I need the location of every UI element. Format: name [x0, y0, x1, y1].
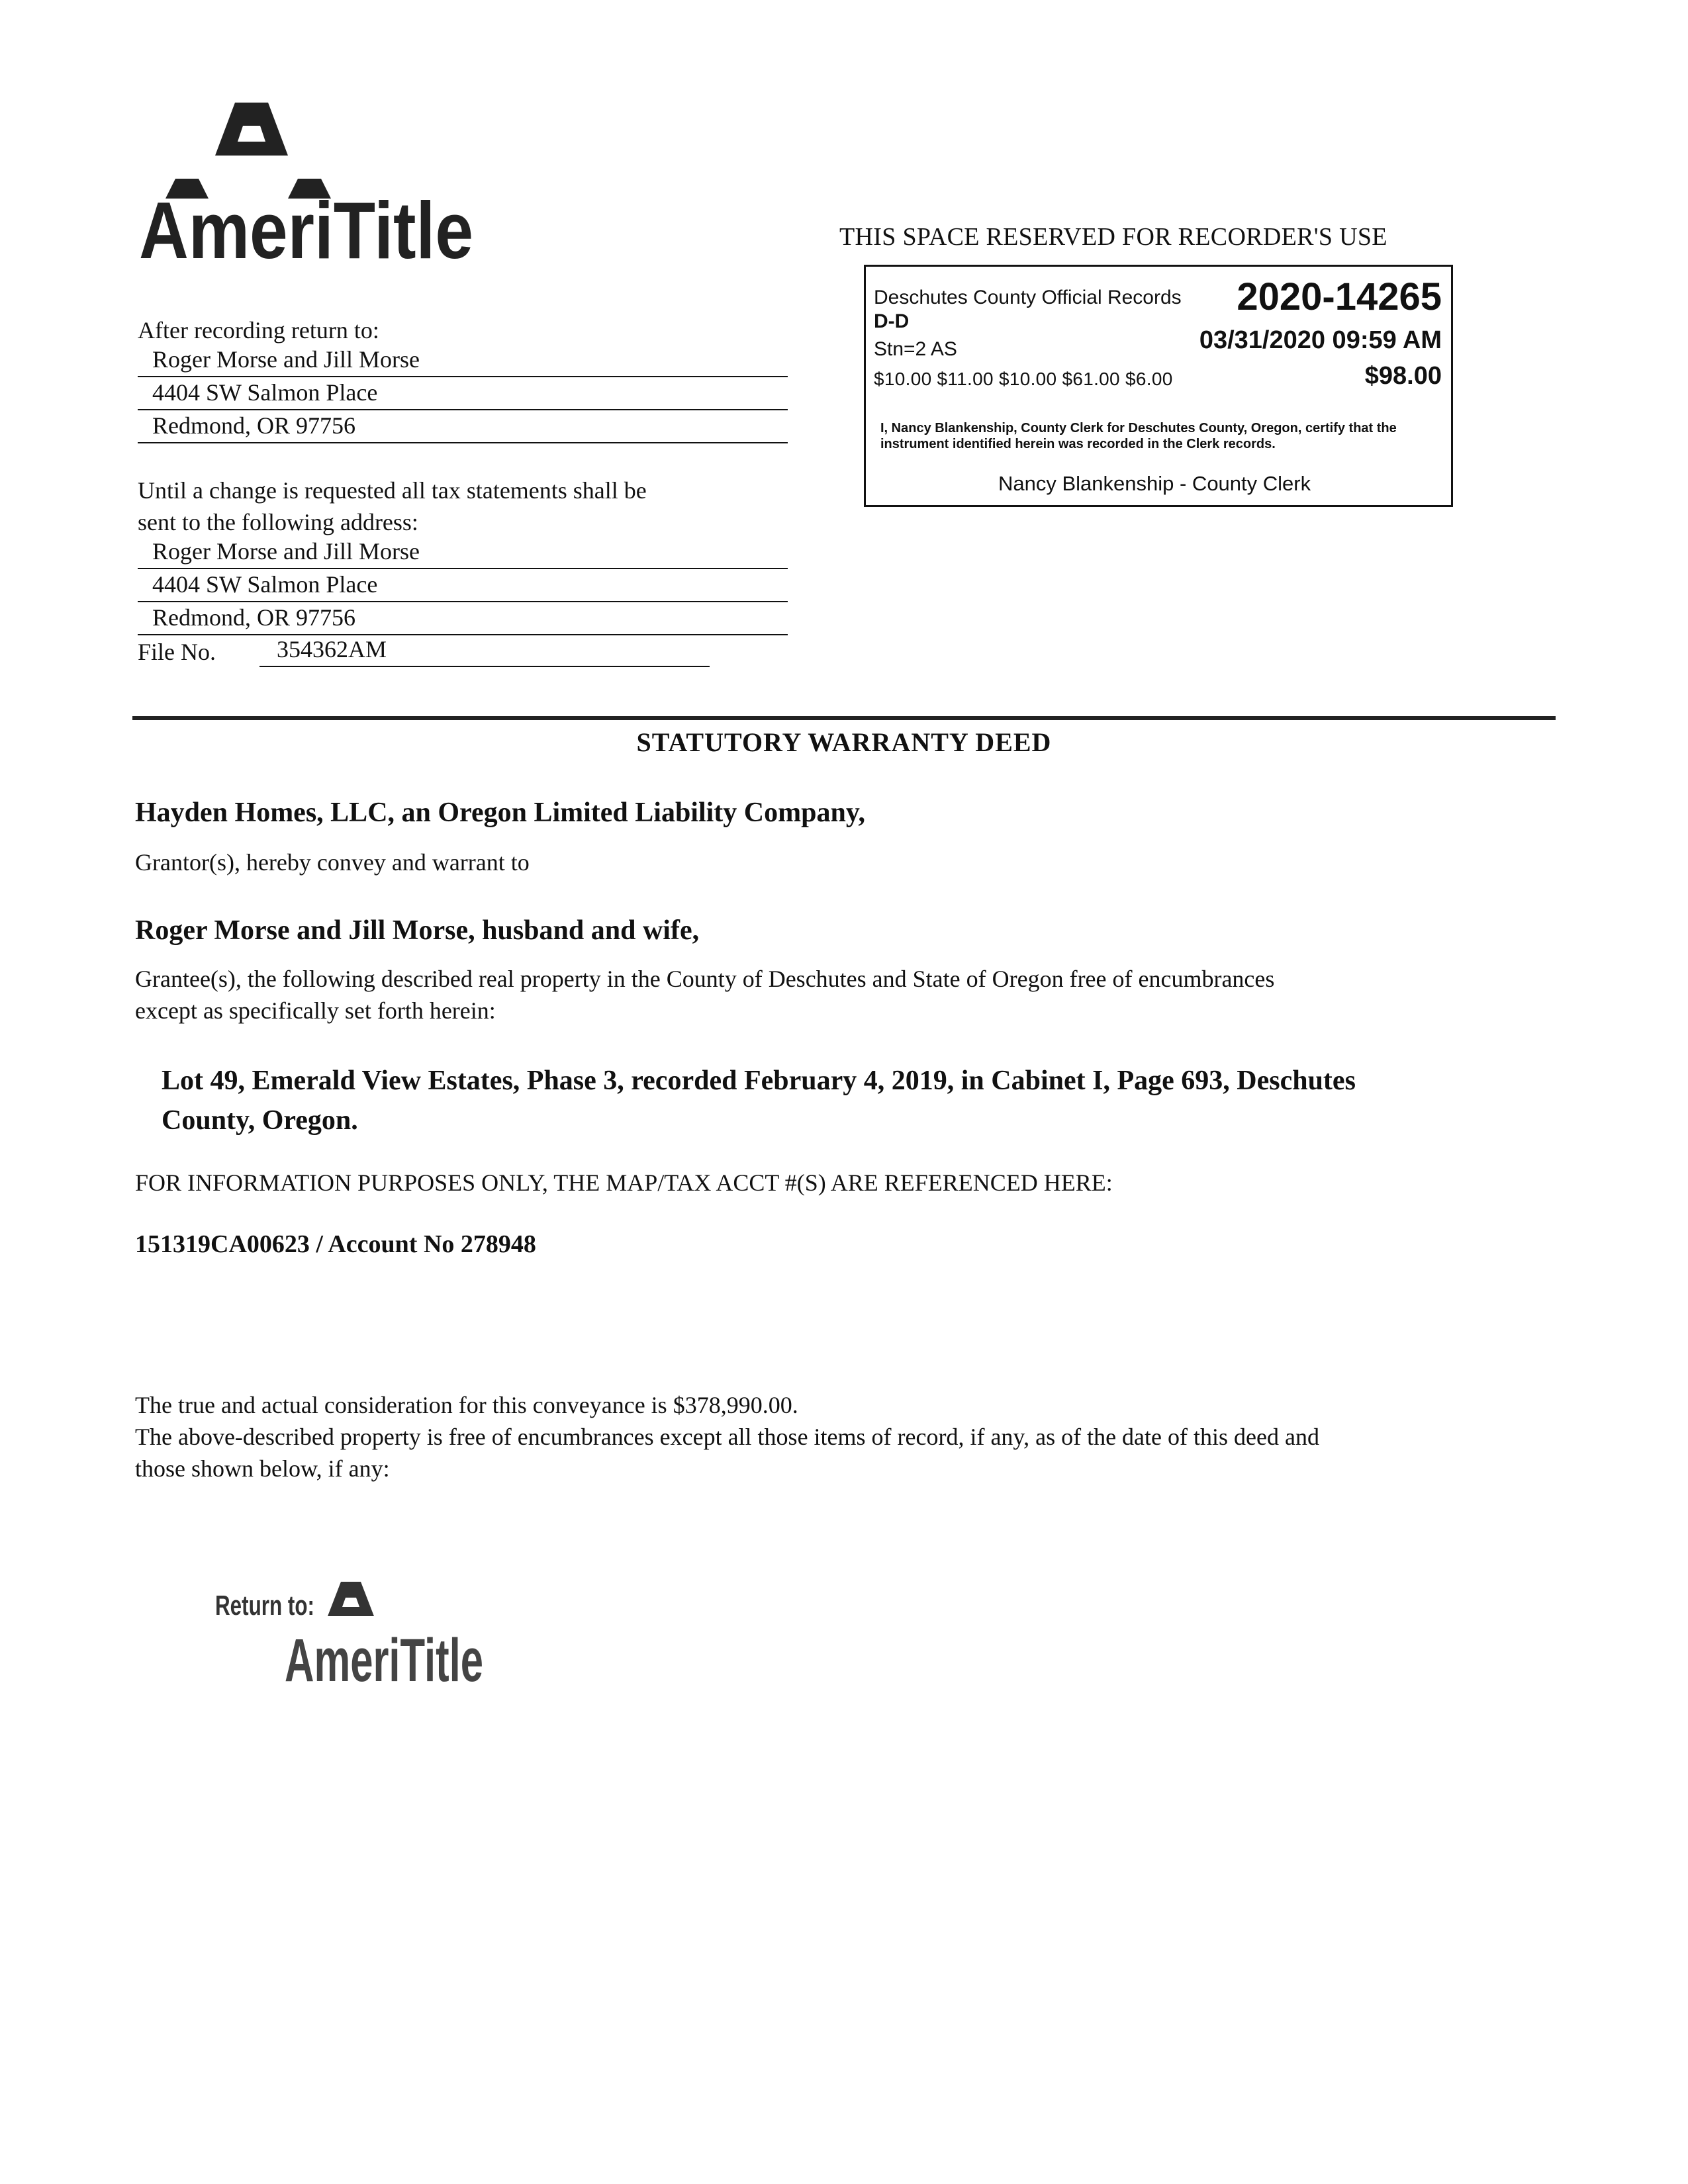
encumbrances-statement-2: those shown below, if any:	[135, 1455, 390, 1482]
consideration-statement: The true and actual consideration for this conveyance is $378,990.00.	[135, 1392, 798, 1418]
recorder-reserved-heading: THIS SPACE RESERVED FOR RECORDER'S USE	[839, 223, 1387, 251]
ameritite-logo	[136, 99, 480, 275]
tax-statements-label-1: Until a change is requested all tax statements shall be	[138, 477, 647, 504]
logo-wordmark: AmeriTitle	[139, 185, 473, 275]
return-to-street: 4404 SW Salmon Place	[138, 377, 788, 410]
return-to-stamp	[212, 1569, 490, 1694]
grantee-clause-2: except as specifically set forth herein:	[135, 997, 496, 1024]
return-to-stamp-label: Return to:	[215, 1590, 314, 1621]
recorder-fees: $10.00 $11.00 $10.00 $61.00 $6.00	[874, 369, 1173, 389]
recorder-stamp-box	[864, 265, 1453, 507]
recorder-certification: I, Nancy Blankenship, County Clerk for Deschutes County, Oregon, certify that the instrument identified herein was recorded in the Clerk records.	[880, 421, 1397, 452]
grantee-name: Roger Morse and Jill Morse, husband and wife,	[135, 915, 700, 946]
deed-title: STATUTORY WARRANTY DEED	[636, 727, 1052, 757]
encumbrances-statement-1: The above-described property is free of encumbrances except all those items of record, if any, as of the date of this deed and	[135, 1424, 1319, 1450]
recorder-office: Deschutes County Official Records	[874, 287, 1182, 308]
file-number-value: 354362AM	[259, 634, 710, 667]
return-to-city: Redmond, OR 97756	[138, 410, 788, 443]
map-tax-account: 151319CA00623 / Account No 278948	[135, 1230, 536, 1258]
tax-statements-city: Redmond, OR 97756	[138, 602, 788, 635]
return-to-name: Roger Morse and Jill Morse	[138, 344, 788, 377]
return-to-label: After recording return to:	[138, 317, 379, 343]
recorder-station: Stn=2 AS	[874, 338, 957, 360]
legal-description-2: County, Oregon.	[162, 1105, 358, 1136]
tax-statements-label-2: sent to the following address:	[138, 509, 418, 535]
recorder-clerk-signature: Nancy Blankenship - County Clerk	[998, 472, 1311, 495]
grantee-clause-1: Grantee(s), the following described real property in the County of Deschutes and State of Oregon free of encumbrances	[135, 966, 1275, 992]
grantor-name: Hayden Homes, LLC, an Oregon Limited Liability Company,	[135, 797, 866, 828]
recorder-doc-type: D-D	[874, 310, 910, 332]
tax-statements-street: 4404 SW Salmon Place	[138, 569, 788, 602]
recorder-document-number: 2020-14265	[1237, 275, 1442, 318]
legal-description-1: Lot 49, Emerald View Estates, Phase 3, recorded February 4, 2019, in Cabinet I, Page 693, Deschutes	[162, 1066, 1356, 1096]
info-purposes-notice: FOR INFORMATION PURPOSES ONLY, THE MAP/TAX ACCT #(S) ARE REFERENCED HERE:	[135, 1169, 1113, 1196]
return-to-stamp-wordmark: AmeriTitle	[285, 1627, 483, 1694]
recorder-total: $98.00	[1364, 362, 1442, 390]
file-number-label: File No.	[138, 639, 216, 665]
grantor-clause: Grantor(s), hereby convey and warrant to	[135, 849, 530, 876]
recorder-datetime: 03/31/2020 09:59 AM	[1199, 326, 1442, 354]
section-divider	[132, 716, 1556, 720]
tax-statements-name: Roger Morse and Jill Morse	[138, 536, 788, 569]
